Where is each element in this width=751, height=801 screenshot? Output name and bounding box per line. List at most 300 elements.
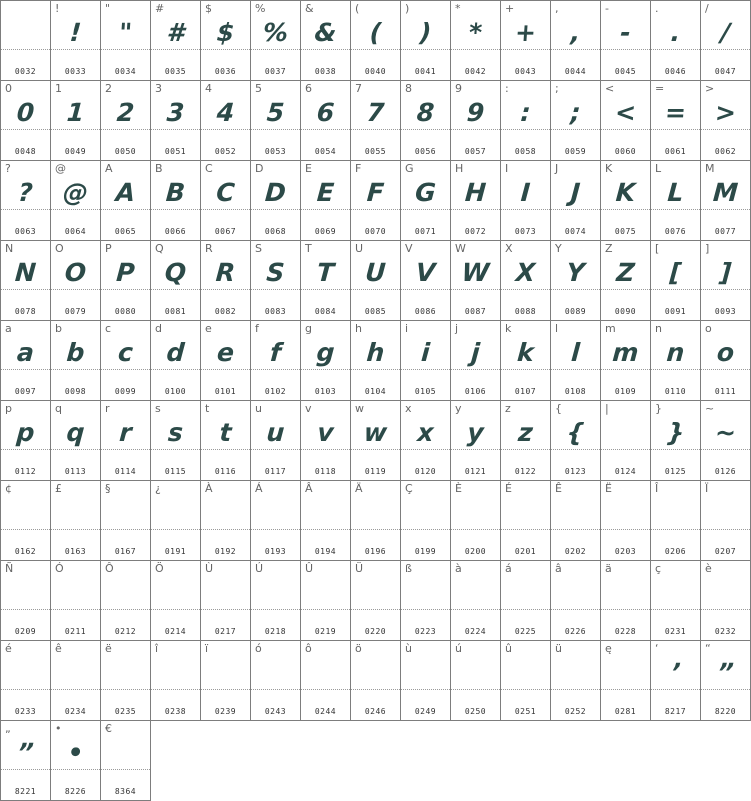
glyph-preview: ): [418, 18, 433, 47]
glyph-preview: 2: [115, 98, 136, 127]
glyph-cell: [100, 400, 151, 481]
character-label: r: [105, 402, 110, 415]
glyph-cell: [0, 240, 51, 321]
character-label: I: [505, 162, 509, 175]
glyph-cell: [600, 560, 651, 641]
glyph-cell: [550, 240, 601, 321]
character-label: :: [505, 82, 509, 95]
character-label: m: [605, 322, 616, 335]
character-label: ô: [305, 642, 312, 655]
glyph-cell: [650, 320, 701, 401]
glyph-cell: [200, 640, 251, 721]
glyph-preview: >: [714, 98, 738, 127]
glyph-preview: G: [414, 178, 437, 207]
glyph-preview: h: [365, 338, 386, 367]
glyph-preview: &: [313, 18, 338, 47]
glyph-cell: [450, 480, 501, 561]
glyph-preview: {: [565, 418, 586, 447]
glyph-preview: L: [666, 178, 685, 207]
glyph-preview: *: [467, 18, 484, 47]
character-label: j: [455, 322, 459, 335]
glyph-cell: [100, 240, 151, 321]
character-label: Ú: [255, 562, 264, 575]
unicode-code: 0082: [214, 307, 237, 316]
unicode-code: 0238: [164, 707, 187, 716]
glyph-preview: R: [214, 258, 237, 287]
glyph-cell: [500, 400, 551, 481]
character-label: Ï: [705, 482, 709, 495]
character-label: §: [105, 482, 111, 495]
character-label: ó: [255, 642, 262, 655]
character-label: £: [55, 482, 62, 495]
unicode-code: 0106: [464, 387, 487, 396]
unicode-code: 0061: [664, 147, 687, 156]
unicode-code: 0057: [464, 147, 487, 156]
baseline-guide: [551, 689, 600, 690]
unicode-code: 0212: [114, 627, 137, 636]
glyph-cell: [650, 560, 701, 641]
glyph-cell: [500, 480, 551, 561]
character-label: ;: [555, 82, 559, 95]
glyph-preview: m: [611, 338, 640, 367]
baseline-guide: [1, 609, 50, 610]
unicode-code: 0052: [214, 147, 237, 156]
unicode-code: 0214: [164, 627, 187, 636]
glyph-cell: [100, 160, 151, 241]
baseline-guide: [251, 689, 300, 690]
character-label: è: [705, 562, 712, 575]
character-label: È: [455, 482, 462, 495]
character-label: O: [55, 242, 64, 255]
glyph-cell: [150, 320, 201, 401]
character-label: K: [605, 162, 613, 175]
character-label: t: [205, 402, 210, 415]
glyph-cell: [300, 640, 351, 721]
unicode-code: 0042: [464, 67, 487, 76]
baseline-guide: [151, 689, 200, 690]
glyph-preview: M: [712, 178, 739, 207]
unicode-code: 0064: [64, 227, 87, 236]
glyph-cell: [50, 0, 101, 81]
baseline-guide: [651, 609, 700, 610]
glyph-cell: [50, 400, 101, 481]
character-label: e: [205, 322, 212, 335]
glyph-preview: 7: [365, 98, 386, 127]
glyph-preview: -: [619, 18, 632, 47]
unicode-code: 0107: [514, 387, 537, 396]
glyph-preview: ~: [714, 418, 738, 447]
baseline-guide: [1, 529, 50, 530]
glyph-cell: [400, 640, 451, 721]
unicode-code: 0040: [364, 67, 387, 76]
character-label: N: [5, 242, 14, 255]
glyph-preview: p: [15, 418, 36, 447]
unicode-code: 0250: [464, 707, 487, 716]
character-label: P: [105, 242, 112, 255]
glyph-preview: n: [665, 338, 686, 367]
unicode-code: 0233: [14, 707, 37, 716]
unicode-code: 0117: [264, 467, 287, 476]
character-label: z: [505, 402, 511, 415]
glyph-preview: D: [264, 178, 287, 207]
unicode-code: 0055: [364, 147, 387, 156]
baseline-guide: [351, 609, 400, 610]
glyph-cell: [400, 400, 451, 481]
glyph-preview: =: [664, 98, 688, 127]
glyph-cell: [600, 400, 651, 481]
character-label: f: [255, 322, 259, 335]
unicode-code: 0235: [114, 707, 137, 716]
glyph-preview: ,: [569, 18, 582, 47]
glyph-cell: [400, 80, 451, 161]
unicode-code: 0252: [564, 707, 587, 716]
unicode-code: 0077: [714, 227, 737, 236]
unicode-code: 0091: [664, 307, 687, 316]
unicode-code: 0231: [664, 627, 687, 636]
glyph-cell: [650, 0, 701, 81]
glyph-cell: [50, 160, 101, 241]
glyph-preview: r: [118, 418, 133, 447]
glyph-preview: a: [16, 338, 35, 367]
glyph-preview: E: [315, 178, 336, 207]
glyph-preview: w: [362, 418, 389, 447]
glyph-cell: [100, 320, 151, 401]
glyph-cell: [150, 0, 201, 81]
character-label: ~: [705, 402, 715, 415]
baseline-guide: [451, 609, 500, 610]
unicode-code: 0086: [414, 307, 437, 316]
unicode-code: 0098: [64, 387, 87, 396]
glyph-cell: [450, 240, 501, 321]
unicode-code: 0123: [564, 467, 587, 476]
glyph-cell: [300, 480, 351, 561]
character-label: v: [305, 402, 312, 415]
unicode-code: 0217: [214, 627, 237, 636]
unicode-code: 0036: [214, 67, 237, 76]
glyph-cell: [100, 80, 151, 161]
baseline-guide: [151, 529, 200, 530]
glyph-cell: [350, 400, 401, 481]
character-label: -: [605, 2, 609, 15]
character-label: 0: [5, 82, 12, 95]
character-label: >: [705, 82, 715, 95]
glyph-cell: [350, 320, 401, 401]
character-label: ö: [355, 642, 362, 655]
glyph-preview: /: [719, 18, 732, 47]
glyph-cell: [0, 0, 51, 81]
unicode-code: 0051: [164, 147, 187, 156]
baseline-guide: [501, 529, 550, 530]
unicode-code: 0074: [564, 227, 587, 236]
glyph-cell: [50, 720, 101, 801]
glyph-cell: [250, 80, 301, 161]
glyph-preview: i: [420, 338, 431, 367]
character-label: J: [555, 162, 559, 175]
glyph-cell: [300, 0, 351, 81]
character-label: [: [655, 242, 660, 255]
glyph-cell: [700, 80, 751, 161]
unicode-code: 0056: [414, 147, 437, 156]
baseline-guide: [201, 529, 250, 530]
glyph-cell: [250, 240, 301, 321]
glyph-preview: I: [519, 178, 532, 207]
character-label: ": [105, 2, 111, 15]
glyph-cell: [50, 480, 101, 561]
glyph-preview: d: [165, 338, 186, 367]
glyph-preview: 9: [465, 98, 486, 127]
glyph-preview: b: [65, 338, 86, 367]
character-label: ç: [655, 562, 662, 575]
unicode-code: 0111: [714, 387, 737, 396]
character-label: ä: [605, 562, 612, 575]
glyph-cell: [150, 480, 201, 561]
glyph-cell: [250, 0, 301, 81]
character-label: y: [455, 402, 462, 415]
character-label: Ü: [355, 562, 364, 575]
unicode-code: 0234: [64, 707, 87, 716]
character-label: ¿: [155, 482, 161, 495]
character-label: w: [355, 402, 364, 415]
glyph-cell: [50, 80, 101, 161]
character-label: Ä: [355, 482, 363, 495]
baseline-guide: [1, 689, 50, 690]
glyph-preview: H: [464, 178, 488, 207]
character-label: /: [705, 2, 709, 15]
character-label: ë: [105, 642, 112, 655]
glyph-cell: [100, 720, 151, 801]
glyph-cell: [350, 560, 401, 641]
unicode-code: 0084: [314, 307, 337, 316]
glyph-cell: [300, 240, 351, 321]
glyph-preview: 6: [315, 98, 336, 127]
character-label: 2: [105, 82, 112, 95]
glyph-cell: [700, 320, 751, 401]
glyph-preview: l: [570, 338, 581, 367]
character-label: ï: [205, 642, 209, 655]
unicode-code: 0034: [114, 67, 137, 76]
baseline-guide: [401, 689, 450, 690]
character-label: î: [155, 642, 159, 655]
glyph-cell: [550, 640, 601, 721]
unicode-code: 0060: [614, 147, 637, 156]
glyph-preview: C: [215, 178, 236, 207]
baseline-guide: [551, 609, 600, 610]
glyph-cell: [500, 240, 551, 321]
glyph-cell: [200, 480, 251, 561]
glyph-preview: .: [669, 18, 682, 47]
glyph-preview: s: [167, 418, 184, 447]
unicode-code: 0099: [114, 387, 137, 396]
unicode-code: 0202: [564, 547, 587, 556]
character-label: ê: [55, 642, 62, 655]
character-label: Ë: [605, 482, 612, 495]
glyph-preview: ”: [716, 658, 735, 687]
character-label: (: [355, 2, 360, 15]
unicode-code: 0103: [314, 387, 337, 396]
character-label: T: [305, 242, 312, 255]
character-label: *: [455, 2, 461, 15]
unicode-code: 0203: [614, 547, 637, 556]
baseline-guide: [701, 609, 750, 610]
unicode-code: 0053: [264, 147, 287, 156]
unicode-code: 0046: [664, 67, 687, 76]
character-label: h: [355, 322, 362, 335]
character-label: .: [655, 2, 659, 15]
unicode-code: 0162: [14, 547, 37, 556]
unicode-code: 8220: [714, 707, 737, 716]
character-label: 3: [155, 82, 162, 95]
unicode-code: 0035: [164, 67, 187, 76]
glyph-cell: [150, 160, 201, 241]
glyph-cell: [0, 480, 51, 561]
unicode-code: 8217: [664, 707, 687, 716]
unicode-code: 0037: [264, 67, 287, 76]
glyph-cell: [100, 560, 151, 641]
glyph-preview: <: [614, 98, 638, 127]
unicode-code: 0033: [64, 67, 87, 76]
character-label: |: [605, 402, 609, 415]
glyph-preview: S: [265, 258, 286, 287]
glyph-preview: ": [118, 18, 134, 47]
glyph-cell: [100, 0, 151, 81]
unicode-code: 0192: [214, 547, 237, 556]
unicode-code: 0048: [14, 147, 37, 156]
glyph-cell: [0, 320, 51, 401]
character-label: Ç: [405, 482, 413, 495]
glyph-preview: Q: [163, 258, 188, 287]
character-label: a: [5, 322, 12, 335]
unicode-code: 0251: [514, 707, 537, 716]
character-label: X: [505, 242, 513, 255]
unicode-code: 0199: [414, 547, 437, 556]
character-label: Ê: [555, 482, 562, 495]
baseline-guide: [301, 609, 350, 610]
character-label: ]: [705, 242, 710, 255]
glyph-cell: [500, 160, 551, 241]
character-label: É: [505, 482, 512, 495]
character-label: 8: [405, 82, 412, 95]
character-label: i: [405, 322, 409, 335]
unicode-code: 0200: [464, 547, 487, 556]
glyph-cell: [350, 640, 401, 721]
glyph-cell: [50, 240, 101, 321]
unicode-code: 0167: [114, 547, 137, 556]
glyph-cell: [200, 560, 251, 641]
character-label: “: [705, 642, 711, 655]
character-label: Ù: [205, 562, 214, 575]
character-label: d: [155, 322, 162, 335]
glyph-preview: K: [614, 178, 637, 207]
glyph-cell: [200, 320, 251, 401]
character-label: Â: [305, 482, 313, 495]
glyph-cell: [600, 320, 651, 401]
unicode-code: 0125: [664, 467, 687, 476]
unicode-code: 0113: [64, 467, 87, 476]
character-label: 6: [305, 82, 312, 95]
character-label: <: [605, 82, 615, 95]
unicode-code: 0097: [14, 387, 37, 396]
character-label: Ñ: [5, 562, 14, 575]
glyph-preview: }: [665, 418, 686, 447]
glyph-cell: [350, 80, 401, 161]
glyph-preview: [: [668, 258, 683, 287]
baseline-guide: [301, 529, 350, 530]
character-label: M: [705, 162, 715, 175]
glyph-cell: [500, 320, 551, 401]
glyph-preview: A: [114, 178, 137, 207]
unicode-code: 0194: [314, 547, 337, 556]
unicode-code: 0226: [564, 627, 587, 636]
glyph-preview: X: [514, 258, 537, 287]
unicode-code: 0081: [164, 307, 187, 316]
unicode-code: 0124: [614, 467, 637, 476]
unicode-code: 0078: [14, 307, 37, 316]
unicode-code: 0044: [564, 67, 587, 76]
glyph-cell: [350, 0, 401, 81]
baseline-guide: [351, 689, 400, 690]
glyph-cell: [500, 560, 551, 641]
character-label: ): [405, 2, 410, 15]
glyph-cell: [150, 640, 201, 721]
unicode-code: 0105: [414, 387, 437, 396]
character-label: à: [455, 562, 462, 575]
unicode-code: 0069: [314, 227, 337, 236]
glyph-preview: P: [115, 258, 136, 287]
unicode-code: 0206: [664, 547, 687, 556]
glyph-cell: [350, 240, 401, 321]
baseline-guide: [51, 609, 100, 610]
character-label: n: [655, 322, 662, 335]
baseline-guide: [501, 689, 550, 690]
glyph-preview: 0: [15, 98, 36, 127]
glyph-cell: [250, 640, 301, 721]
baseline-guide: [301, 689, 350, 690]
unicode-code: 0104: [364, 387, 387, 396]
character-label: g: [305, 322, 312, 335]
unicode-code: 0114: [114, 467, 137, 476]
glyph-cell: [300, 400, 351, 481]
baseline-guide: [401, 609, 450, 610]
unicode-code: 0068: [264, 227, 287, 236]
character-label: ?: [5, 162, 11, 175]
glyph-preview: #: [165, 18, 186, 47]
unicode-code: 0066: [164, 227, 187, 236]
baseline-guide: [601, 609, 650, 610]
glyph-cell: [600, 160, 651, 241]
character-label: #: [155, 2, 165, 15]
glyph-cell: [250, 480, 301, 561]
glyph-cell: [0, 400, 51, 481]
unicode-code: 0080: [114, 307, 137, 316]
glyph-preview: !: [68, 18, 83, 47]
baseline-guide: [101, 769, 150, 770]
character-label: 4: [205, 82, 212, 95]
baseline-guide: [251, 529, 300, 530]
glyph-cell: [650, 640, 701, 721]
unicode-code: 0067: [214, 227, 237, 236]
character-label: &: [305, 2, 314, 15]
glyph-preview: @: [62, 178, 90, 207]
glyph-cell: [250, 560, 301, 641]
glyph-cell: [200, 80, 251, 161]
glyph-cell: [150, 80, 201, 161]
unicode-code: 0219: [314, 627, 337, 636]
baseline-guide: [201, 609, 250, 610]
character-label: ,: [555, 2, 559, 15]
glyph-preview: q: [65, 418, 86, 447]
baseline-guide: [551, 529, 600, 530]
glyph-preview: f: [269, 338, 282, 367]
